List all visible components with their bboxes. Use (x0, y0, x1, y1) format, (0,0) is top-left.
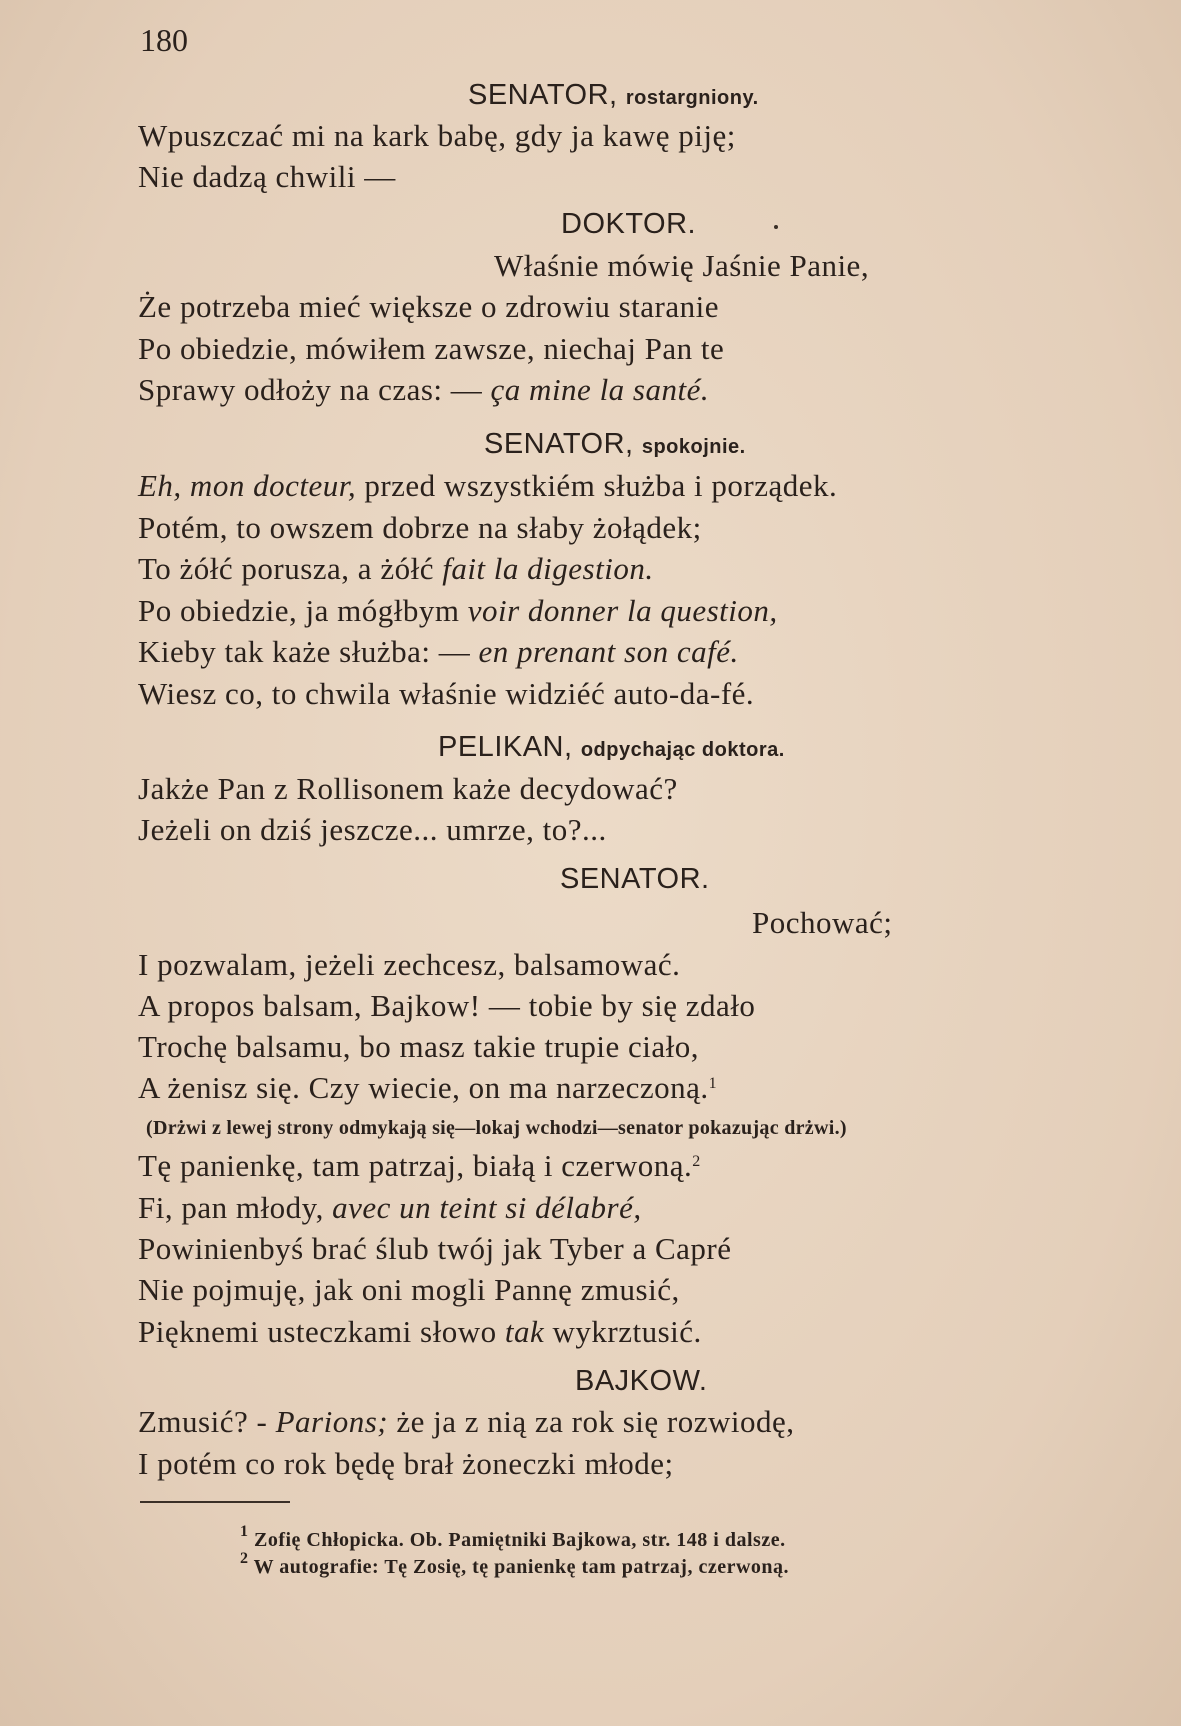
verse-text: Nie dadzą chwili — (138, 159, 396, 194)
speaker-name: SENATOR. (560, 863, 710, 895)
foreign-phrase: Parions; (275, 1404, 389, 1439)
verse-text: Potém, to owszem dobrze na słaby żołądek; (138, 510, 702, 545)
foreign-phrase: Eh, mon docteur, (138, 468, 357, 503)
verse-text: I pozwalam, jeżeli zechcesz, balsamować. (138, 947, 681, 982)
footnote-number: 2 (240, 1550, 249, 1567)
speaker-name: BAJKOW. (575, 1365, 708, 1397)
verse-line (138, 1274, 680, 1305)
footnote-number: 1 (240, 1523, 249, 1540)
verse-line (138, 470, 837, 501)
verse-text: (Drżwi z lewej strony odmykają się—lokaj wchodzi—senator pokazując drżwi.) (146, 1117, 847, 1139)
speaker-heading (561, 207, 696, 239)
foreign-phrase: fait la digestion. (442, 551, 654, 586)
verse-line (138, 333, 724, 364)
verse-line (138, 814, 607, 845)
speaker-heading (468, 78, 759, 110)
verse-text: Tę panienkę, tam patrzaj, białą i czerwoną. (138, 1148, 693, 1183)
verse-line (138, 595, 778, 626)
speaker-name: SENATOR, (484, 428, 634, 460)
verse-text: To żółć porusza, a żółć (138, 551, 443, 586)
verse-text: Powinienbyś brać ślub twój jak Tyber a Capré (138, 1231, 732, 1266)
verse-text: Jakże Pan z Rollisonem każe decydować? (138, 771, 678, 806)
verse-text: Kieby tak każe służba: — (138, 634, 479, 669)
verse-text: Pięknemi usteczkami słowo (138, 1314, 505, 1349)
speaker-name: PELIKAN, (438, 731, 573, 763)
verse-line (138, 636, 739, 667)
foreign-phrase: en prenant son café. (478, 634, 739, 669)
verse-line (138, 120, 736, 151)
verse-text: Jeżeli on dziś jeszcze... umrze, to?... (138, 812, 607, 847)
verse-line (138, 161, 396, 192)
stage-direction: spokojnie. (641, 436, 746, 458)
verse-text: że ja z nią za rok się rozwiodę, (388, 1404, 795, 1439)
verse-text: przed wszystkiém służba i porządek. (356, 468, 838, 503)
footnote (240, 1551, 789, 1577)
speaker-name: SENATOR, (468, 79, 618, 111)
verse-line (138, 949, 680, 980)
verse-text: Zmusić? - (138, 1404, 276, 1439)
verse-text: Fi, pan młody, (138, 1190, 333, 1225)
verse-line (138, 291, 719, 322)
speaker-heading (484, 427, 746, 459)
foreign-phrase: voir donner la question, (467, 593, 778, 628)
verse-line (138, 678, 754, 709)
verse-text: Wiesz co, to chwila właśnie widziéć auto-da-fé. (138, 676, 755, 711)
verse-text: Wpuszczać mi na kark babę, gdy ja kawę piję; (138, 118, 736, 153)
footnote-marker[interactable]: 1 (708, 1075, 718, 1092)
footnote-text: W autografie: Tę Zosię, tę panienkę tam patrzaj, czerwoną. (253, 1556, 790, 1578)
foreign-phrase: avec un teint si délabré, (332, 1190, 642, 1225)
verse-line (138, 773, 678, 804)
verse-text: Po obiedzie, mówiłem zawsze, niechaj Pan te (138, 331, 725, 366)
speaker-name: DOKTOR. (561, 208, 697, 240)
verse-line (138, 1448, 674, 1479)
speaker-heading (438, 730, 785, 762)
foreign-phrase: ça mine la santé. (490, 372, 710, 407)
footnote-rule (140, 1501, 290, 1503)
verse-line (138, 1192, 642, 1223)
speaker-heading (575, 1364, 707, 1396)
verse-text: Pochować; (752, 905, 893, 940)
verse-text: Nie pojmuję, jak oni mogli Pannę zmusić, (138, 1272, 680, 1307)
verse-line (138, 512, 702, 543)
verse-line (138, 1316, 702, 1347)
verse-text: Że potrzeba mieć większe o zdrowiu staranie (138, 289, 719, 324)
verse-text: A żenisz się. Czy wiecie, on ma narzeczoną. (138, 1070, 709, 1105)
verse-line (138, 374, 709, 405)
footnote-marker[interactable]: 2 (692, 1153, 701, 1170)
verse-text: A propos balsam, Bajkow! — tobie by się zdało (138, 988, 756, 1023)
page-number: 180 (140, 22, 188, 58)
stage-direction: odpychając doktora. (580, 739, 785, 761)
verse-line (138, 1150, 701, 1181)
speaker-heading (560, 862, 710, 894)
verse-text: Trochę balsamu, bo masz takie trupie ciało, (138, 1029, 699, 1064)
verse-line (138, 1406, 794, 1437)
footnote (240, 1524, 786, 1550)
footnote-text: Zofię Chłopicka. Ob. Pamiętniki Bajkowa, str. 148 i dalsze. (254, 1529, 786, 1551)
verse-line (752, 907, 893, 938)
foreign-phrase: tak (504, 1314, 545, 1349)
stage-direction: rostargniony. (625, 87, 759, 109)
verse-line (138, 1031, 699, 1062)
verse-line (138, 1072, 717, 1103)
print-speck (774, 225, 778, 229)
stage-direction-line (146, 1118, 847, 1138)
verse-line (494, 250, 869, 281)
verse-text: I potém co rok będę brał żoneczki młode; (138, 1446, 674, 1481)
verse-text: wykrztusić. (544, 1314, 702, 1349)
verse-line (138, 553, 654, 584)
verse-line (138, 990, 755, 1021)
verse-text: Po obiedzie, ja mógłbym (138, 593, 468, 628)
verse-text: Sprawy odłoży na czas: — (138, 372, 491, 407)
verse-text: Właśnie mówię Jaśnie Panie, (494, 248, 870, 283)
verse-line (138, 1233, 732, 1264)
